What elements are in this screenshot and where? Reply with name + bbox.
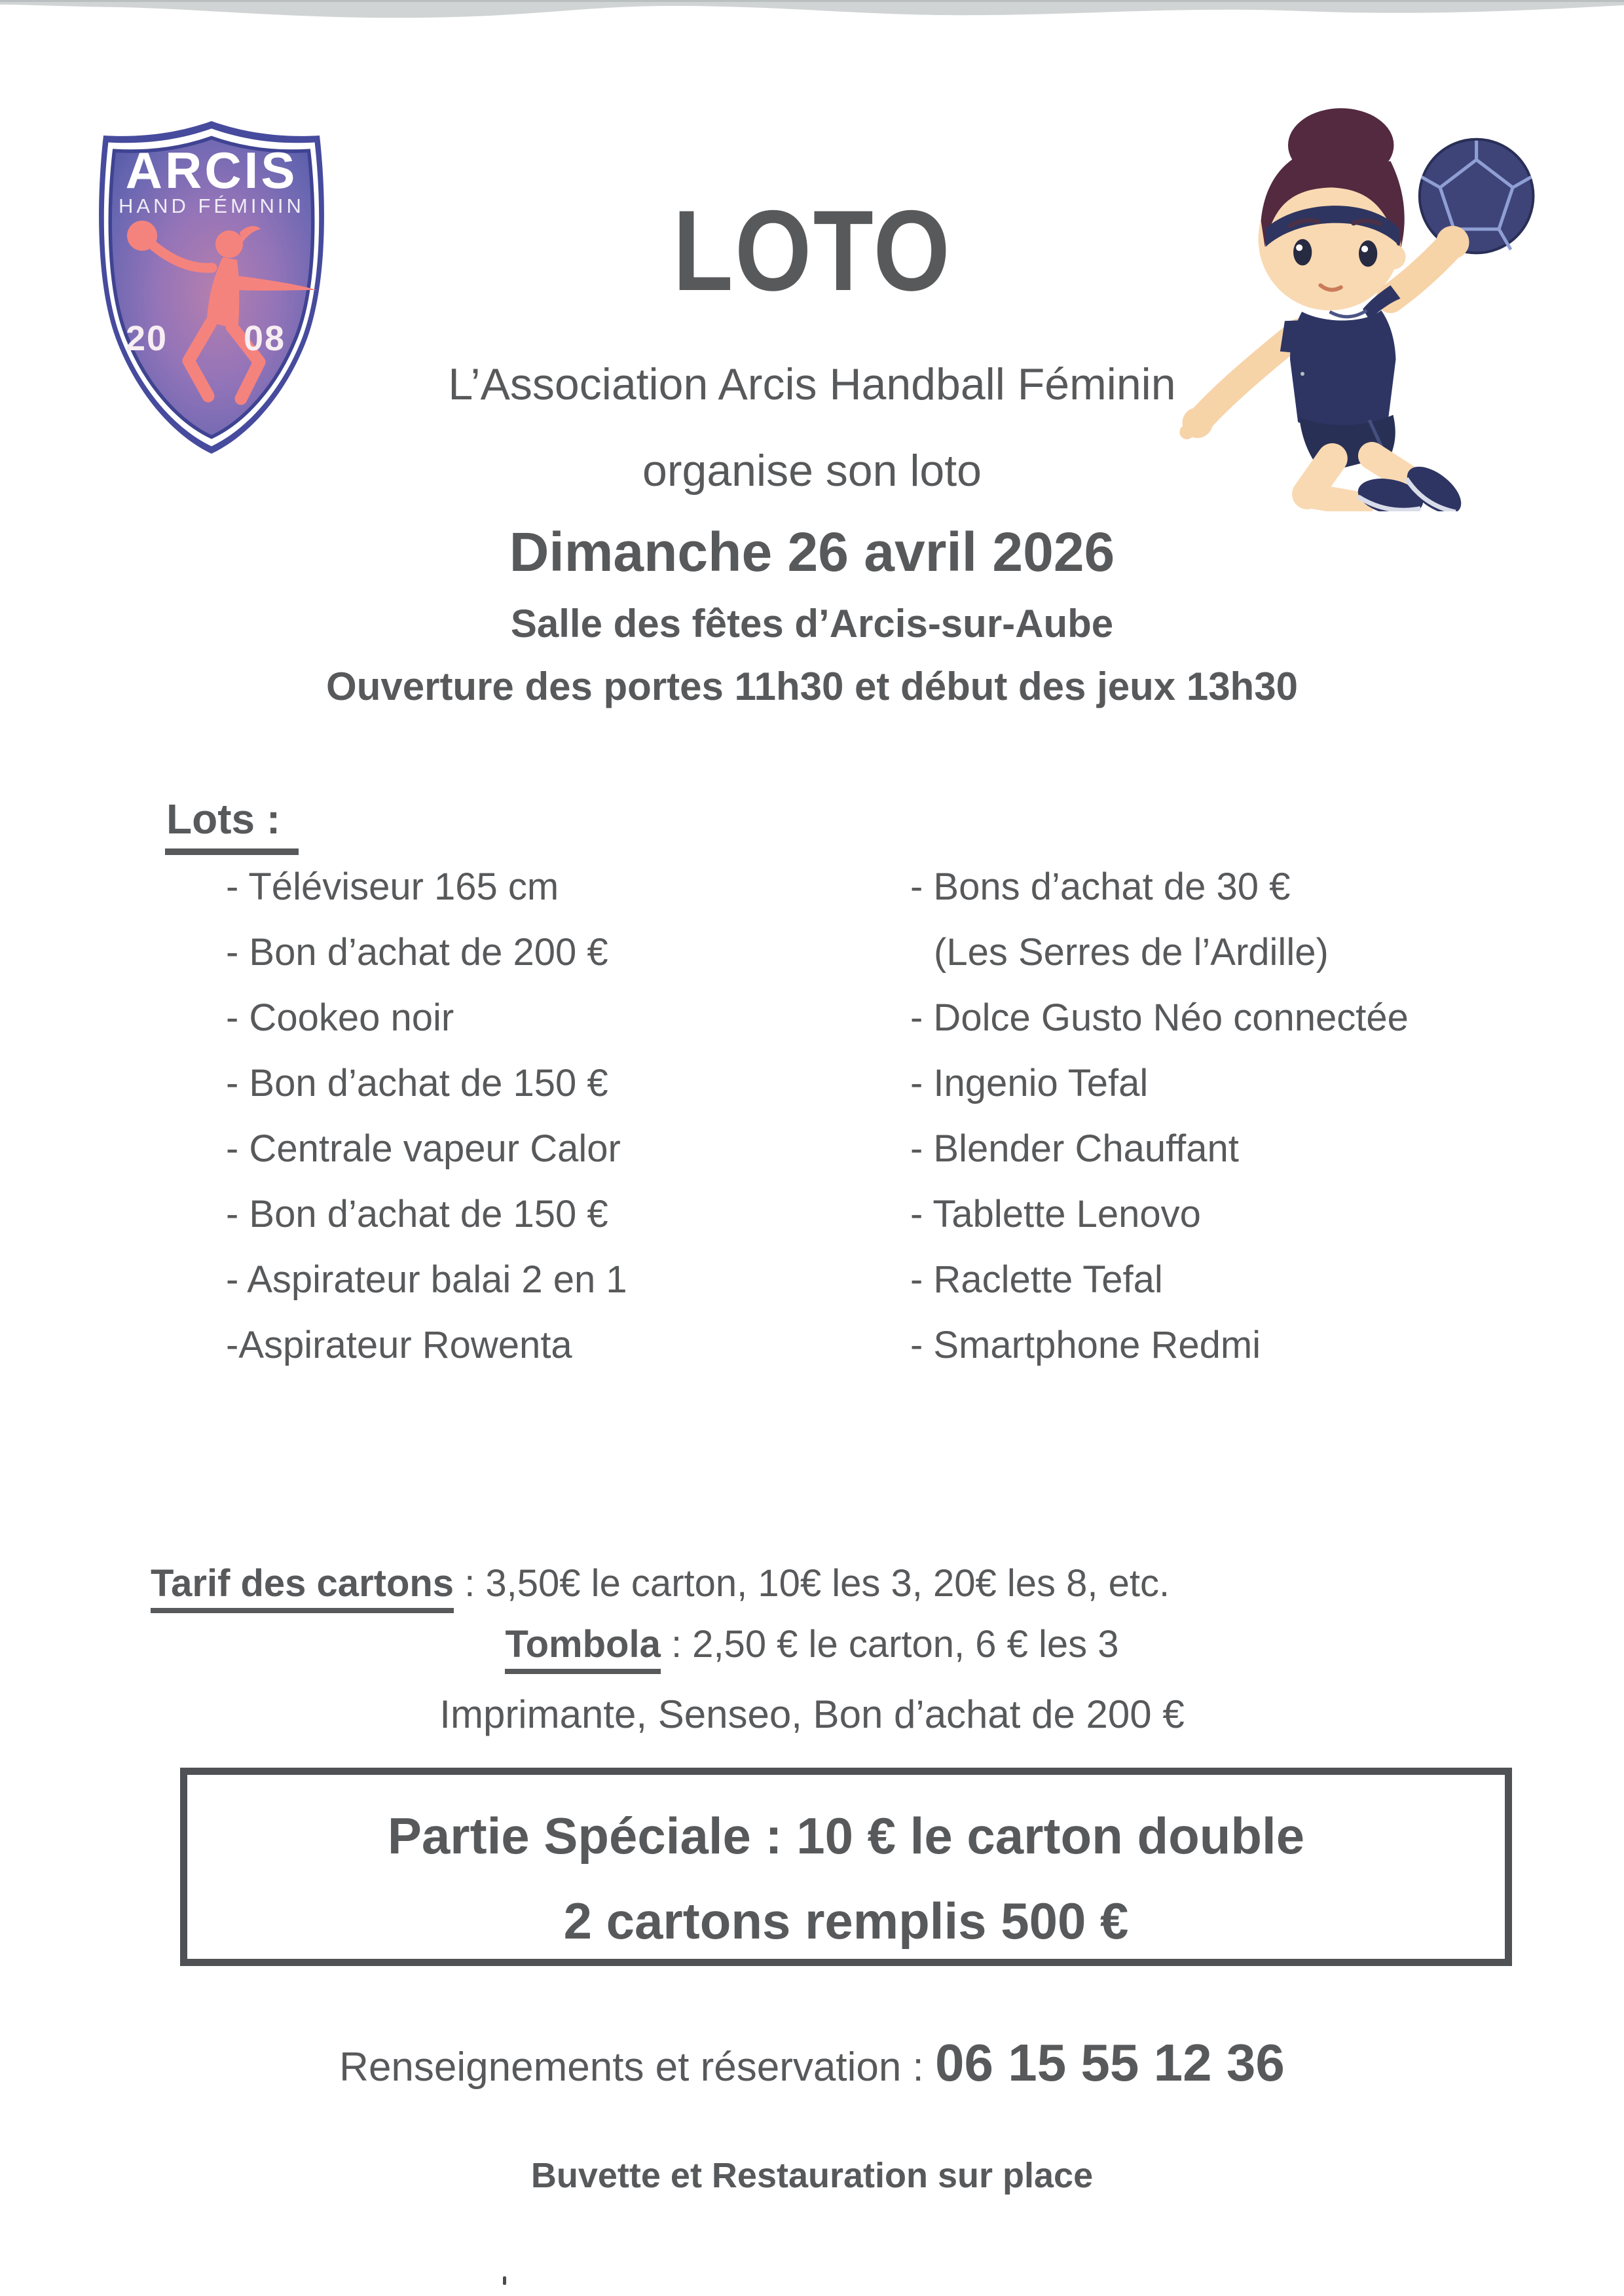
tombola-prizes-line: Imprimante, Senseo, Bon d’achat de 200 € <box>439 1692 1185 1736</box>
scan-speck <box>503 2276 506 2285</box>
scan-speck <box>1301 372 1304 376</box>
tombola-pricing-line <box>0 1622 1624 1666</box>
event-venue: Salle des fêtes d’Arcis-sur-Aube <box>510 602 1114 646</box>
lots-item: - Tablette Lenovo <box>910 1193 1201 1235</box>
lots-item: -Aspirateur Rowenta <box>226 1324 572 1366</box>
lots-item: - Centrale vapeur Calor <box>226 1127 621 1170</box>
cartons-pricing-label: Tarif des cartons <box>151 1562 454 1613</box>
neck-trim <box>1330 310 1367 317</box>
lots-item: - Smartphone Redmi <box>910 1324 1261 1366</box>
lots-item: - Bon d’achat de 150 € <box>226 1193 608 1235</box>
contact-label: Renseignements et réservation : <box>339 2045 935 2090</box>
scan-artifact-top <box>0 0 1624 20</box>
lots-item: - Dolce Gusto Néo connectée <box>910 996 1409 1039</box>
tombola-pricing-text: : 2,50 € le carton, 6 € les 3 <box>660 1623 1119 1666</box>
special-game-line-2: 2 cartons remplis 500 € <box>563 1892 1129 1950</box>
lots-item: - Téléviseur 165 cm <box>226 866 559 908</box>
lots-list-right <box>910 864 1409 1388</box>
lots-item: - Raclette Tefal <box>910 1258 1163 1301</box>
contact-phone: 06 15 55 12 36 <box>934 2033 1285 2092</box>
lots-item: - Blender Chauffant <box>910 1127 1239 1170</box>
contact-line <box>0 2033 1624 2093</box>
logo-subtitle: HAND FÉMININ <box>119 194 304 217</box>
lots-item: - Bons d’achat de 30 € <box>910 866 1291 908</box>
logo-club-name: ARCIS <box>125 141 298 199</box>
lots-item: - Aspirateur balai 2 en 1 <box>226 1258 627 1301</box>
lots-item: - Cookeo noir <box>226 996 454 1039</box>
refreshments-note: Buvette et Restauration sur place <box>530 2156 1094 2195</box>
event-date: Dimanche 26 avril 2026 <box>509 521 1115 583</box>
front-calf <box>1308 496 1361 505</box>
lots-list-left <box>226 864 627 1388</box>
lots-item: - Bon d’achat de 150 € <box>226 1062 608 1104</box>
intro-line-2: organise son loto <box>642 446 982 496</box>
intro-line-1: L’Association Arcis Handball Féminin <box>448 359 1176 409</box>
lots-item: - Bon d’achat de 200 € <box>226 931 608 974</box>
special-game-line-1: Partie Spéciale : 10 € le carton double <box>387 1807 1305 1865</box>
page-title: LOTO <box>673 187 951 315</box>
cartons-pricing-text: : 3,50€ le carton, 10€ les 3, 20€ les 8, etc. <box>454 1562 1170 1605</box>
special-game-box <box>180 1768 1512 1966</box>
left-thumb <box>1179 425 1194 439</box>
event-schedule: Ouverture des portes 11h30 et début des jeux 13h30 <box>326 665 1298 708</box>
lots-item: - Ingenio Tefal <box>910 1062 1149 1104</box>
lots-item: (Les Serres de l’Ardille) <box>934 931 1329 974</box>
tombola-pricing-label: Tombola <box>505 1623 660 1674</box>
logo-year-right: 08 <box>243 319 286 358</box>
cartons-pricing-line <box>151 1561 1170 1605</box>
logo-year-left: 20 <box>125 319 168 358</box>
lots-heading: Lots : <box>165 795 299 855</box>
